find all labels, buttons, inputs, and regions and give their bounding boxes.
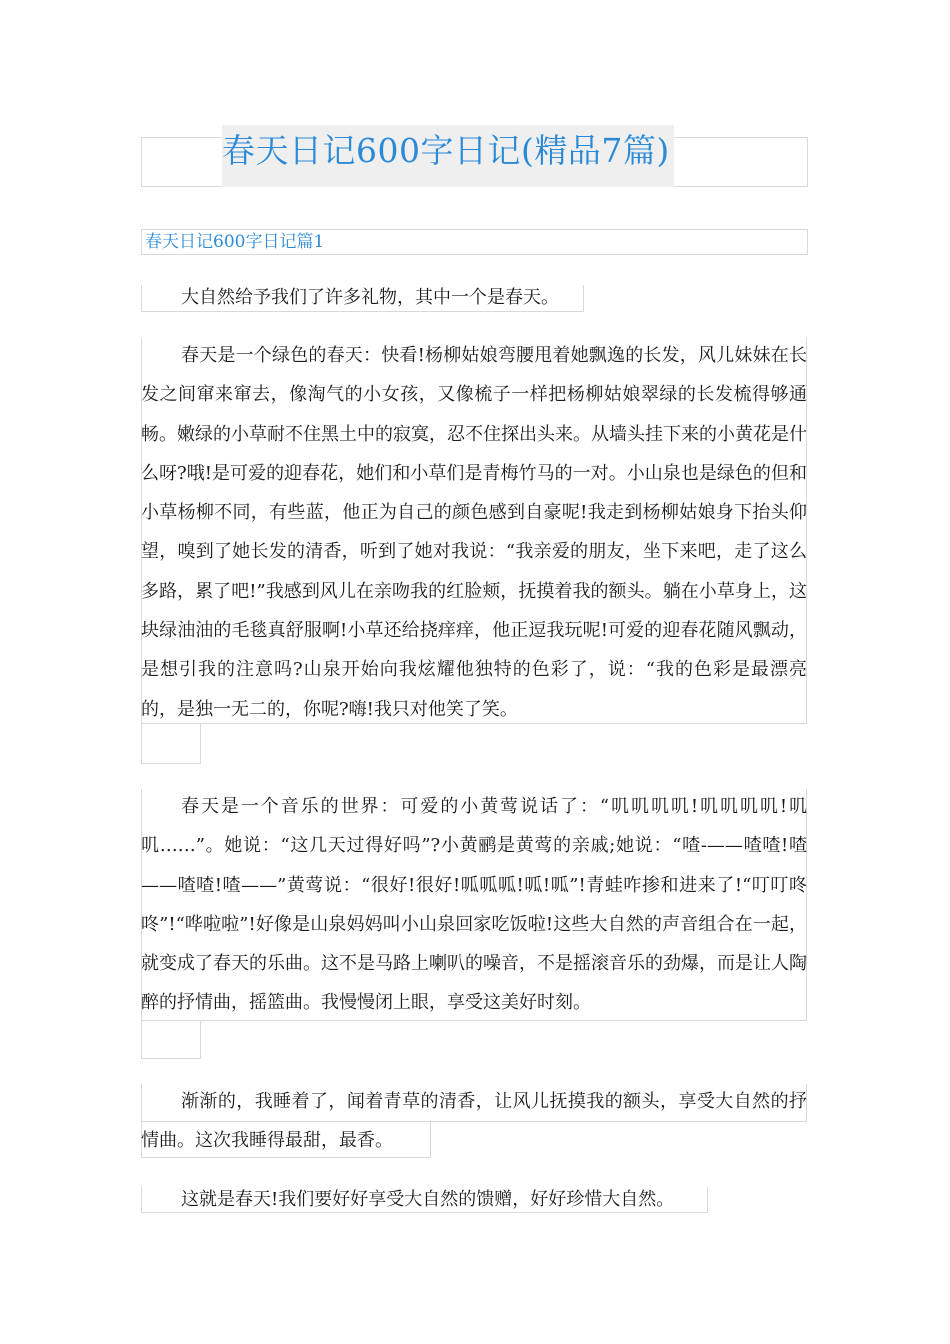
paragraph-3: 春天是一个音乐的世界：可爱的小黄莺说话了：“叽叽叽叽!叽叽叽叽!叽叽……”。她说：“这几天过得好吗”?小黄鹂是黄莺的亲戚;她说：“喳-——喳喳!喳——喳喳!喳——”黄莺说：“很好!很好!呱呱呱!呱!呱”!青蛙咋掺和进来了!“叮叮咚咚”!“哗啦啦”!好像是山泉妈妈叫小山泉回家吃饭啦!这些大自然的声音组合在一起，就变成了春天的乐曲。这不是马路上喇叭的噪音，不是摇滚音乐的劲爆，而是让人陶醉的抒情曲，摇篮曲。我慢慢闭上眼，享受这美好时刻。 xyxy=(141,796,807,1014)
paragraph-frame-tail xyxy=(141,1021,201,1059)
paragraph-1: 大自然给予我们了许多礼物，其中一个是春天。 xyxy=(181,287,559,308)
section-heading: 春天日记600字日记篇1 xyxy=(141,229,808,255)
paragraph-4: 渐渐的，我睡着了，闻着青草的清香，让风儿抚摸我的额头，享受大自然的抒情曲。这次我睡得最甜，最香。 xyxy=(141,1091,807,1152)
paragraph-frame-tail xyxy=(141,724,201,764)
document-title: 春天日记600字日记(精品7篇) xyxy=(222,125,674,187)
paragraph-2: 春天是一个绿色的春天：快看!杨柳姑娘弯腰甩着她飘逸的长发，风儿妹妹在长发之间窜来窜去，像淘气的小女孩，又像梳子一样把杨柳姑娘翠绿的长发梳得够通畅。嫩绿的小草耐不住黑土中的寂寞，忍不住探出头来。从墙头挂下来的小黄花是什么呀?哦!是可爱的迎春花，她们和小草们是青梅竹马的一对。小山泉也是绿色的但和小草杨柳不同，有些蓝，他正为自己的颜色感到自豪呢!我走到杨柳姑娘身下抬头仰望，嗅到了她长发的清香，听到了她对我说：“我亲爱的朋友，坐下来吧，走了这么多路，累了吧!”我感到风儿在亲吻我的红脸颊，抚摸着我的额头。躺在小草身上，这块绿油油的毛毯真舒服啊!小草还给挠痒痒，他正逗我玩呢!可爱的迎春花随风飘动，是想引我的注意吗?山泉开始向我炫耀他独特的色彩了，说：“我的色彩是最漂亮的，是独一无二的，你呢?嗨!我只对他笑了笑。 xyxy=(141,345,807,720)
paragraph-5: 这就是春天!我们要好好享受大自然的馈赠，好好珍惜大自然。 xyxy=(181,1189,675,1210)
